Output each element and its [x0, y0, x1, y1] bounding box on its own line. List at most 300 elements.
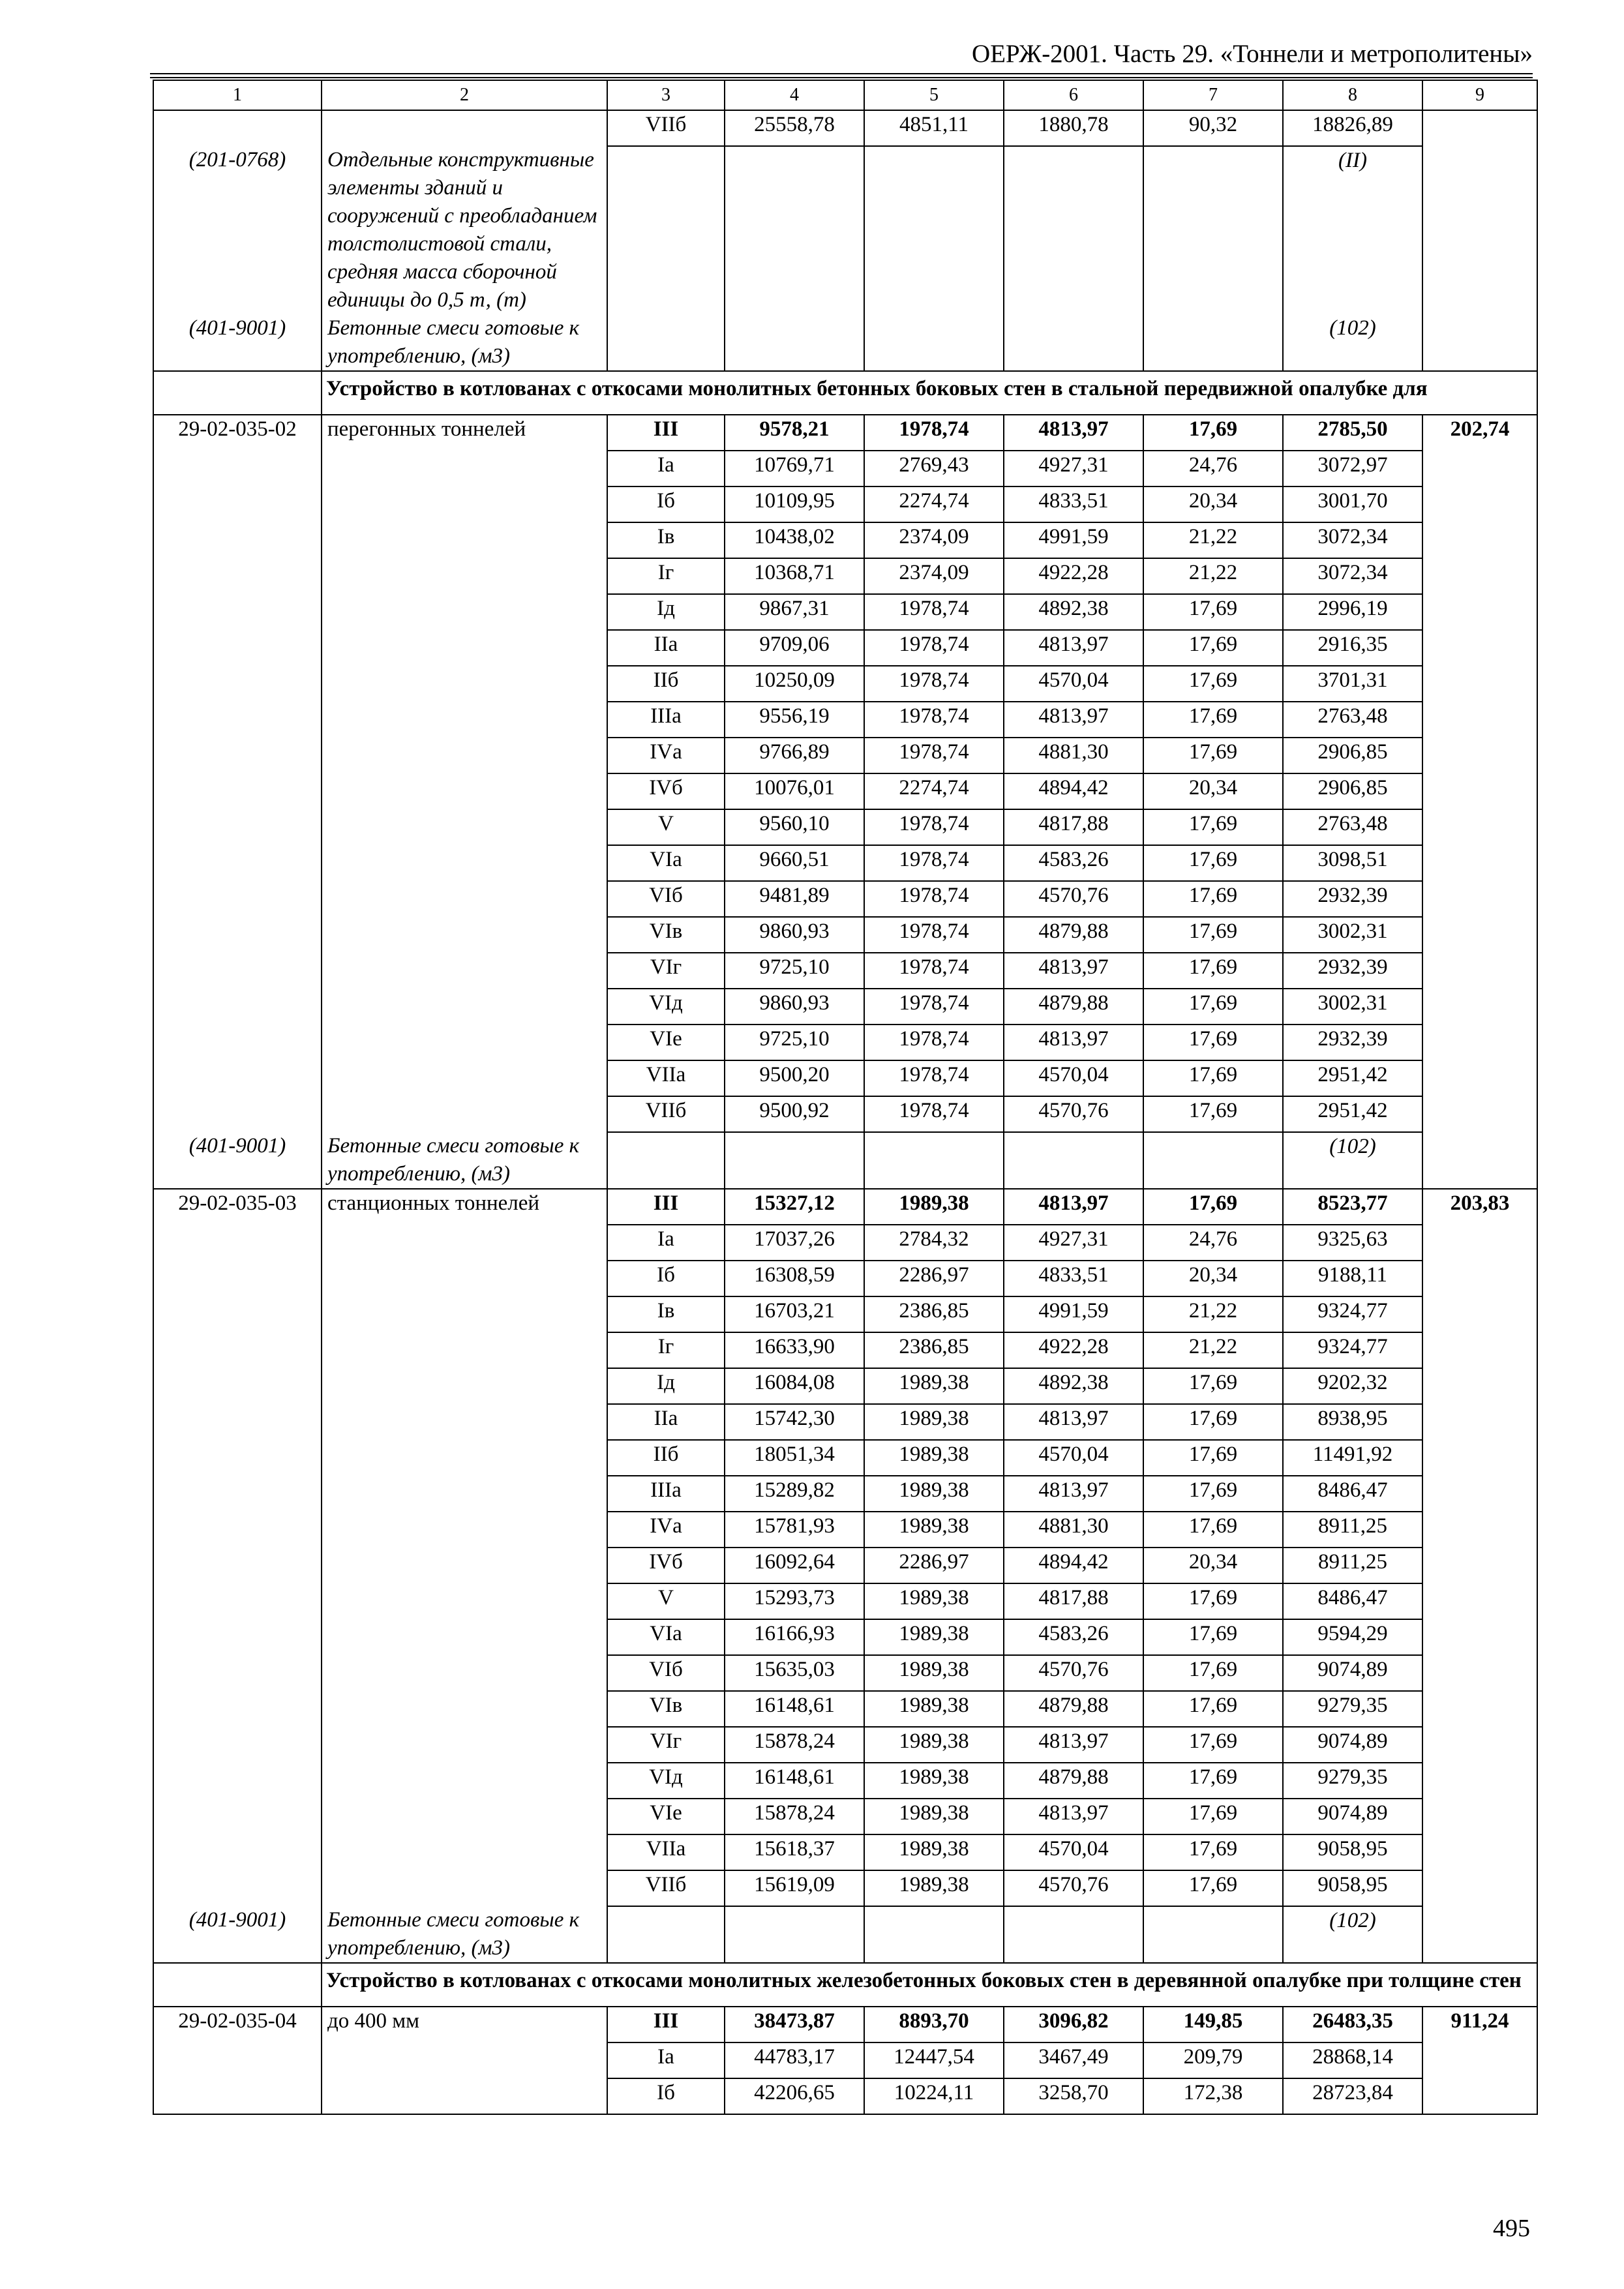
zone-cell: Iг [607, 558, 725, 594]
labor-cell [1422, 1132, 1537, 1189]
machines-cell: 4570,76 [1004, 1655, 1143, 1691]
materials-cell: 8486,47 [1283, 1583, 1422, 1619]
materials-cell: 2763,48 [1283, 702, 1422, 738]
description-cell [322, 1763, 607, 1799]
machines-cell: 4881,30 [1004, 1512, 1143, 1548]
rate-zone-row [153, 702, 1537, 738]
labor-cell [1422, 1870, 1537, 1906]
labor-cell [1422, 1727, 1537, 1763]
code-cell: (201-0768) [153, 146, 322, 314]
machinist-wages-cell: 17,69 [1143, 881, 1283, 917]
machinist-wages-cell: 17,69 [1143, 666, 1283, 702]
code-cell [153, 1096, 322, 1132]
rate-zone-row [153, 773, 1537, 809]
total-cost-cell: 9725,10 [725, 1025, 864, 1060]
labor-cell [1422, 773, 1537, 809]
zone-cell: Iа [607, 451, 725, 486]
total-cost-cell: 15878,24 [725, 1799, 864, 1834]
wages-cell: 1978,74 [864, 666, 1004, 702]
total-cost-cell: 15327,12 [725, 1189, 864, 1225]
zone-cell: III [607, 1189, 725, 1225]
rate-zone-row [153, 630, 1537, 666]
description-cell [322, 1225, 607, 1261]
materials-cell: 26483,35 [1283, 2007, 1422, 2042]
materials-cell: 2906,85 [1283, 738, 1422, 773]
machinist-wages-cell [1143, 146, 1283, 314]
code-cell [153, 1025, 322, 1060]
total-cost-cell: 15618,37 [725, 1834, 864, 1870]
rate-main-row [153, 2007, 1537, 2042]
wages-cell: 1978,74 [864, 809, 1004, 845]
total-cost-cell: 17037,26 [725, 1225, 864, 1261]
wages-cell: 1978,74 [864, 989, 1004, 1025]
machines-cell: 4813,97 [1004, 1799, 1143, 1834]
materials-cell: 18826,89 [1283, 110, 1422, 146]
description-cell [322, 989, 607, 1025]
materials-cell: 3072,34 [1283, 558, 1422, 594]
rate-zone-row [153, 1225, 1537, 1261]
description-cell: Бетонные смеси готовые к употреблению, (м3) [322, 314, 607, 371]
labor-cell [1422, 845, 1537, 881]
rate-zone-row [153, 1261, 1537, 1296]
zone-cell: VIг [607, 1727, 725, 1763]
labor-cell [1422, 486, 1537, 522]
rate-zone-row [153, 1025, 1537, 1060]
code-cell [153, 1404, 322, 1440]
machinist-wages-cell: 21,22 [1143, 1332, 1283, 1368]
section-blank-cell [153, 1963, 322, 2007]
code-cell [153, 110, 322, 146]
machines-cell: 4813,97 [1004, 1727, 1143, 1763]
rate-zone-row [153, 486, 1537, 522]
description-cell [322, 738, 607, 773]
machines-cell: 4833,51 [1004, 486, 1143, 522]
materials-cell: (II) [1283, 146, 1422, 314]
machines-cell [1004, 1906, 1143, 1963]
materials-cell: 9324,77 [1283, 1332, 1422, 1368]
materials-cell: 9279,35 [1283, 1763, 1422, 1799]
materials-cell: 9058,95 [1283, 1834, 1422, 1870]
wages-cell: 1989,38 [864, 1189, 1004, 1225]
total-cost-cell: 9500,92 [725, 1096, 864, 1132]
total-cost-cell: 15878,24 [725, 1727, 864, 1763]
total-cost-cell: 15781,93 [725, 1512, 864, 1548]
description-cell [322, 1727, 607, 1763]
zone-cell: Iб [607, 2078, 725, 2114]
wages-cell: 1978,74 [864, 881, 1004, 917]
code-cell: (401-9001) [153, 1132, 322, 1189]
zone-cell: VIг [607, 953, 725, 989]
zone-cell: VIIа [607, 1834, 725, 1870]
rate-zone-row [153, 1296, 1537, 1332]
machines-cell: 3467,49 [1004, 2042, 1143, 2078]
rates-table [153, 80, 1538, 2115]
labor-cell [1422, 558, 1537, 594]
section-heading-row [153, 371, 1537, 415]
rate-zone-row [153, 953, 1537, 989]
description-cell [322, 917, 607, 953]
machines-cell: 4894,42 [1004, 773, 1143, 809]
materials-cell: 2763,48 [1283, 809, 1422, 845]
materials-cell: 9325,63 [1283, 1225, 1422, 1261]
page-number: 495 [1493, 2215, 1530, 2242]
total-cost-cell: 18051,34 [725, 1440, 864, 1476]
zone-cell: Iг [607, 1332, 725, 1368]
total-cost-cell: 38473,87 [725, 2007, 864, 2042]
machinist-wages-cell: 17,69 [1143, 1799, 1283, 1834]
description-cell [322, 451, 607, 486]
code-cell [153, 1296, 322, 1332]
zone-cell: V [607, 809, 725, 845]
materials-cell: 2785,50 [1283, 415, 1422, 451]
total-cost-cell: 16148,61 [725, 1691, 864, 1727]
rate-zone-row [153, 1619, 1537, 1655]
wages-cell: 12447,54 [864, 2042, 1004, 2078]
labor-cell [1422, 1906, 1537, 1963]
total-cost-cell [725, 314, 864, 371]
total-cost-cell: 25558,78 [725, 110, 864, 146]
machines-cell: 3096,82 [1004, 2007, 1143, 2042]
machinist-wages-cell: 20,34 [1143, 1261, 1283, 1296]
labor-cell [1422, 1655, 1537, 1691]
rate-zone-row [153, 1404, 1537, 1440]
wages-cell: 1978,74 [864, 845, 1004, 881]
description-cell [322, 1096, 607, 1132]
rate-zone-row [153, 1096, 1537, 1132]
description-cell [322, 1332, 607, 1368]
wages-cell: 8893,70 [864, 2007, 1004, 2042]
column-number: 3 [607, 80, 725, 110]
machines-cell: 4570,04 [1004, 1060, 1143, 1096]
machines-cell: 4570,76 [1004, 881, 1143, 917]
zone-cell: VIа [607, 845, 725, 881]
machinist-wages-cell: 17,69 [1143, 953, 1283, 989]
machines-cell [1004, 314, 1143, 371]
machines-cell: 4833,51 [1004, 1261, 1143, 1296]
machinist-wages-cell: 20,34 [1143, 486, 1283, 522]
code-cell [153, 702, 322, 738]
page-header-title: ОЕРЖ-2001. Часть 29. «Тоннели и метрополитены» [971, 40, 1533, 68]
materials-cell: 2932,39 [1283, 1025, 1422, 1060]
description-cell [322, 1870, 607, 1906]
description-cell [322, 1834, 607, 1870]
wages-cell: 1978,74 [864, 630, 1004, 666]
wages-cell: 1978,74 [864, 953, 1004, 989]
total-cost-cell: 15619,09 [725, 1870, 864, 1906]
machines-cell: 4813,97 [1004, 953, 1143, 989]
code-cell [153, 809, 322, 845]
wages-cell: 1989,38 [864, 1368, 1004, 1404]
machinist-wages-cell: 17,69 [1143, 1870, 1283, 1906]
materials-cell: 9058,95 [1283, 1870, 1422, 1906]
labor-cell [1422, 702, 1537, 738]
code-cell [153, 666, 322, 702]
zone-cell: VIа [607, 1619, 725, 1655]
zone-cell: IIIа [607, 702, 725, 738]
total-cost-cell: 42206,65 [725, 2078, 864, 2114]
wages-cell: 2374,09 [864, 558, 1004, 594]
machines-cell: 4817,88 [1004, 1583, 1143, 1619]
rate-zone-row [153, 522, 1537, 558]
wages-cell: 4851,11 [864, 110, 1004, 146]
description-cell: Бетонные смеси готовые к употреблению, (м3) [322, 1906, 607, 1963]
machines-cell: 4570,04 [1004, 666, 1143, 702]
section-blank-cell [153, 371, 322, 415]
machinist-wages-cell: 17,69 [1143, 845, 1283, 881]
machines-cell: 4813,97 [1004, 1404, 1143, 1440]
total-cost-cell: 9867,31 [725, 594, 864, 630]
materials-cell: 8523,77 [1283, 1189, 1422, 1225]
machines-cell: 4583,26 [1004, 1619, 1143, 1655]
wages-cell: 2286,97 [864, 1548, 1004, 1583]
code-cell [153, 594, 322, 630]
labor-cell [1422, 1763, 1537, 1799]
total-cost-cell [725, 1906, 864, 1963]
machines-cell: 4813,97 [1004, 702, 1143, 738]
machinist-wages-cell: 17,69 [1143, 1619, 1283, 1655]
machinist-wages-cell: 17,69 [1143, 1189, 1283, 1225]
machines-cell: 4813,97 [1004, 630, 1143, 666]
labor-cell [1422, 1512, 1537, 1548]
machinist-wages-cell: 17,69 [1143, 1834, 1283, 1870]
code-cell [153, 1691, 322, 1727]
materials-cell: 2996,19 [1283, 594, 1422, 630]
total-cost-cell: 16148,61 [725, 1763, 864, 1799]
rate-zone-row [153, 845, 1537, 881]
description-cell: Бетонные смеси готовые к употреблению, (м3) [322, 1132, 607, 1189]
labor-cell [1422, 1440, 1537, 1476]
rate-zone-row [153, 1548, 1537, 1583]
total-cost-cell: 9578,21 [725, 415, 864, 451]
total-cost-cell: 9860,93 [725, 917, 864, 953]
code-cell [153, 1727, 322, 1763]
machines-cell: 4879,88 [1004, 1691, 1143, 1727]
resource-row [153, 1906, 1537, 1963]
rate-zone-row [153, 881, 1537, 917]
zone-cell: IVа [607, 738, 725, 773]
zone-cell: IIб [607, 666, 725, 702]
zone-cell: VIIб [607, 110, 725, 146]
total-cost-cell: 10368,71 [725, 558, 864, 594]
header-rule-top [150, 73, 1533, 74]
code-cell [153, 1440, 322, 1476]
zone-cell: VIд [607, 989, 725, 1025]
total-cost-cell: 16092,64 [725, 1548, 864, 1583]
code-cell [153, 738, 322, 773]
materials-cell: 9074,89 [1283, 1655, 1422, 1691]
machinist-wages-cell: 24,76 [1143, 451, 1283, 486]
zone-cell: VIб [607, 881, 725, 917]
wages-cell: 1978,74 [864, 1025, 1004, 1060]
column-number: 5 [864, 80, 1004, 110]
machines-cell: 4927,31 [1004, 451, 1143, 486]
code-cell: 29-02-035-02 [153, 415, 322, 451]
code-cell [153, 773, 322, 809]
section-title: Устройство в котлованах с откосами монолитных бетонных боковых стен в стальной передвижной опалубке для [322, 371, 1537, 415]
rate-main-row [153, 415, 1537, 451]
labor-cell [1422, 1834, 1537, 1870]
description-cell [322, 594, 607, 630]
labor-cell [1422, 1476, 1537, 1512]
labor-cell [1422, 809, 1537, 845]
wages-cell: 2286,97 [864, 1261, 1004, 1296]
total-cost-cell: 9766,89 [725, 738, 864, 773]
machines-cell: 3258,70 [1004, 2078, 1143, 2114]
total-cost-cell: 9860,93 [725, 989, 864, 1025]
materials-cell: (102) [1283, 314, 1422, 371]
total-cost-cell: 16633,90 [725, 1332, 864, 1368]
rate-zone-row [153, 809, 1537, 845]
code-cell: 29-02-035-04 [153, 2007, 322, 2042]
materials-cell: (102) [1283, 1906, 1422, 1963]
wages-cell: 1978,74 [864, 738, 1004, 773]
labor-cell [1422, 953, 1537, 989]
machinist-wages-cell: 17,69 [1143, 630, 1283, 666]
machinist-wages-cell: 17,69 [1143, 1583, 1283, 1619]
total-cost-cell: 9560,10 [725, 809, 864, 845]
labor-cell [1422, 1060, 1537, 1096]
description-cell [322, 1060, 607, 1096]
machinist-wages-cell: 17,69 [1143, 1763, 1283, 1799]
machinist-wages-cell: 17,69 [1143, 1096, 1283, 1132]
column-number-row [153, 80, 1537, 110]
zone-cell: VIв [607, 917, 725, 953]
machinist-wages-cell: 149,85 [1143, 2007, 1283, 2042]
wages-cell: 1978,74 [864, 917, 1004, 953]
materials-cell: 28723,84 [1283, 2078, 1422, 2114]
description-cell [322, 1799, 607, 1834]
total-cost-cell: 9660,51 [725, 845, 864, 881]
materials-cell: 3002,31 [1283, 917, 1422, 953]
machines-cell: 4991,59 [1004, 1296, 1143, 1332]
description-cell [322, 666, 607, 702]
machinist-wages-cell: 17,69 [1143, 1476, 1283, 1512]
total-cost-cell: 10076,01 [725, 773, 864, 809]
machinist-wages-cell: 17,69 [1143, 1512, 1283, 1548]
zone-cell: VIIб [607, 1870, 725, 1906]
code-cell [153, 1619, 322, 1655]
table-body [153, 110, 1537, 2114]
zone-cell: V [607, 1583, 725, 1619]
machinist-wages-cell: 17,69 [1143, 738, 1283, 773]
machines-cell: 4583,26 [1004, 845, 1143, 881]
labor-cell [1422, 738, 1537, 773]
total-cost-cell: 16166,93 [725, 1619, 864, 1655]
description-cell [322, 1619, 607, 1655]
code-cell [153, 881, 322, 917]
rate-zone-row [153, 1691, 1537, 1727]
machines-cell: 4879,88 [1004, 989, 1143, 1025]
zone-cell: IVб [607, 773, 725, 809]
description-cell [322, 953, 607, 989]
wages-cell: 1989,38 [864, 1763, 1004, 1799]
wages-cell [864, 314, 1004, 371]
machinist-wages-cell [1143, 314, 1283, 371]
description-cell [322, 1296, 607, 1332]
description-cell [322, 2042, 607, 2078]
labor-cell [1422, 1548, 1537, 1583]
materials-cell: 2951,42 [1283, 1096, 1422, 1132]
description-cell [322, 1548, 607, 1583]
machinist-wages-cell: 17,69 [1143, 1691, 1283, 1727]
code-cell [153, 1261, 322, 1296]
materials-cell: 8911,25 [1283, 1512, 1422, 1548]
code-cell [153, 1476, 322, 1512]
total-cost-cell: 16703,21 [725, 1296, 864, 1332]
resource-row [153, 1132, 1537, 1189]
zone-cell: Iа [607, 2042, 725, 2078]
description-cell [322, 630, 607, 666]
total-cost-cell: 9481,89 [725, 881, 864, 917]
materials-cell: 2906,85 [1283, 773, 1422, 809]
machines-cell: 1880,78 [1004, 110, 1143, 146]
code-cell: 29-02-035-03 [153, 1189, 322, 1225]
machinist-wages-cell: 24,76 [1143, 1225, 1283, 1261]
rate-zone-row [153, 666, 1537, 702]
materials-cell: 3072,34 [1283, 522, 1422, 558]
wages-cell: 1978,74 [864, 1096, 1004, 1132]
zone-cell: IVб [607, 1548, 725, 1583]
materials-cell: 3002,31 [1283, 989, 1422, 1025]
zone-cell: Iв [607, 522, 725, 558]
section-heading-row [153, 1963, 1537, 2007]
wages-cell: 2769,43 [864, 451, 1004, 486]
wages-cell: 1989,38 [864, 1655, 1004, 1691]
description-cell [322, 1476, 607, 1512]
labor-cell [1422, 917, 1537, 953]
wages-cell: 1978,74 [864, 702, 1004, 738]
machines-cell: 4881,30 [1004, 738, 1143, 773]
code-cell: (401-9001) [153, 314, 322, 371]
labor-cell: 202,74 [1422, 415, 1537, 451]
machines-cell [1004, 1132, 1143, 1189]
total-cost-cell: 9556,19 [725, 702, 864, 738]
machines-cell: 4922,28 [1004, 1332, 1143, 1368]
machinist-wages-cell: 21,22 [1143, 558, 1283, 594]
zone-cell: IIа [607, 630, 725, 666]
labor-cell [1422, 146, 1537, 314]
machinist-wages-cell: 17,69 [1143, 1655, 1283, 1691]
code-cell [153, 989, 322, 1025]
description-cell [322, 1368, 607, 1404]
zone-cell: VIIб [607, 1096, 725, 1132]
total-cost-cell: 9709,06 [725, 630, 864, 666]
machinist-wages-cell: 20,34 [1143, 773, 1283, 809]
zone-cell: VIе [607, 1025, 725, 1060]
zone-cell: VIв [607, 1691, 725, 1727]
total-cost-cell: 15293,73 [725, 1583, 864, 1619]
materials-cell: 9279,35 [1283, 1691, 1422, 1727]
code-cell [153, 1583, 322, 1619]
labor-cell [1422, 1296, 1537, 1332]
column-number: 4 [725, 80, 864, 110]
labor-cell [1422, 1404, 1537, 1440]
rate-zone-row [153, 738, 1537, 773]
code-cell [153, 1225, 322, 1261]
zone-cell: IIIа [607, 1476, 725, 1512]
wages-cell [864, 1906, 1004, 1963]
zone-cell: VIб [607, 1655, 725, 1691]
labor-cell [1422, 594, 1537, 630]
rate-zone-row [153, 1799, 1537, 1834]
code-cell: (401-9001) [153, 1906, 322, 1963]
wages-cell [864, 1132, 1004, 1189]
materials-cell: 8486,47 [1283, 1476, 1422, 1512]
total-cost-cell: 10438,02 [725, 522, 864, 558]
machines-cell: 4813,97 [1004, 1189, 1143, 1225]
machines-cell: 4922,28 [1004, 558, 1143, 594]
zone-cell: Iа [607, 1225, 725, 1261]
